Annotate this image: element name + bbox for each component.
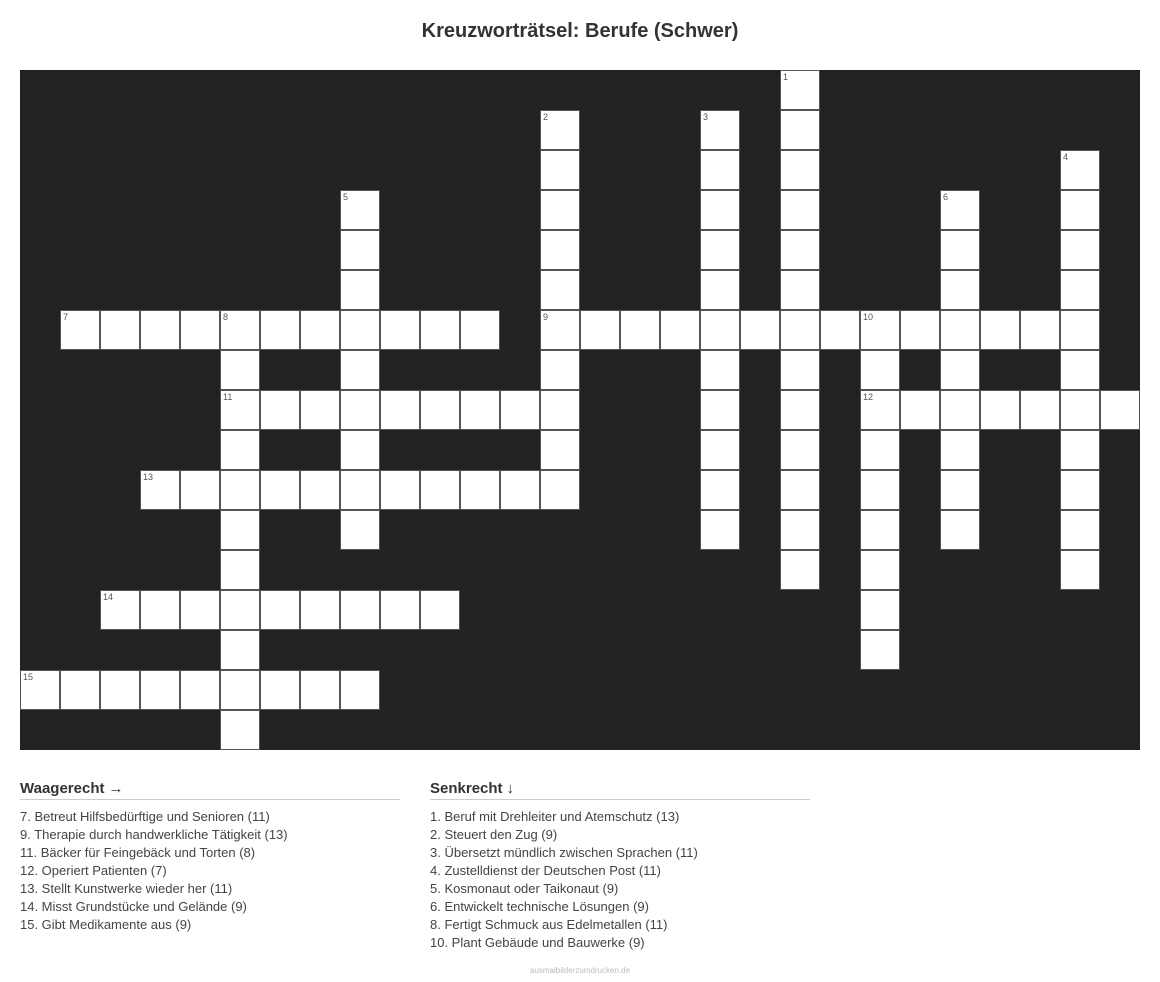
grid-cell[interactable] (380, 310, 420, 350)
grid-cell[interactable] (340, 430, 380, 470)
grid-cell[interactable] (700, 230, 740, 270)
grid-cell[interactable] (780, 70, 820, 110)
grid-cell[interactable] (860, 390, 900, 430)
clue-number: 5 (343, 192, 349, 202)
footer-credit: ausmalbilderzumdrucken.de (529, 966, 631, 975)
across-clues (20, 780, 400, 934)
clue-number: 14 (103, 592, 114, 602)
grid-cell[interactable] (860, 510, 900, 550)
grid-cell[interactable] (540, 470, 580, 510)
grid-cell[interactable] (60, 670, 100, 710)
grid-cell[interactable] (700, 150, 740, 190)
across-clue-list (20, 808, 400, 934)
grid-cell[interactable] (1060, 350, 1100, 390)
grid-cell[interactable] (180, 310, 220, 350)
across-clue: 15. Gibt Medikamente aus (9) (20, 917, 192, 932)
grid-cell[interactable] (540, 270, 580, 310)
clue-number: 9 (543, 312, 549, 322)
down-clue: 2. Steuert den Zug (9) (430, 827, 558, 842)
clue-number: 6 (943, 192, 949, 202)
grid-cell[interactable] (1060, 150, 1100, 190)
grid-cell[interactable] (1060, 430, 1100, 470)
grid-cell[interactable] (780, 270, 820, 310)
grid-cell[interactable] (980, 390, 1020, 430)
grid-cell[interactable] (220, 590, 260, 630)
grid-cell[interactable] (300, 590, 340, 630)
grid-cell[interactable] (420, 590, 460, 630)
grid-cell[interactable] (260, 390, 300, 430)
grid-cell[interactable] (580, 310, 620, 350)
grid-cell[interactable] (220, 350, 260, 390)
grid-cell[interactable] (1060, 310, 1100, 350)
grid-cell[interactable] (340, 190, 380, 230)
grid-cell[interactable] (1020, 310, 1060, 350)
clue-number: 11 (223, 392, 233, 402)
grid-cell[interactable] (940, 270, 980, 310)
grid-cell[interactable] (180, 590, 220, 630)
grid-cell[interactable] (940, 350, 980, 390)
grid-cell[interactable] (940, 390, 980, 430)
grid-cell[interactable] (860, 350, 900, 390)
grid-cell[interactable] (20, 670, 60, 710)
grid-cell[interactable] (780, 310, 820, 350)
grid-cell[interactable] (1060, 470, 1100, 510)
grid-cell[interactable] (340, 670, 380, 710)
clue-number: 1 (783, 72, 789, 82)
grid-cell[interactable] (740, 310, 780, 350)
grid-cell[interactable] (700, 470, 740, 510)
clue-number: 13 (143, 472, 154, 482)
down-clues (430, 780, 810, 952)
grid-cell[interactable] (1100, 390, 1140, 430)
grid-cell[interactable] (540, 430, 580, 470)
grid-cell[interactable] (60, 310, 100, 350)
grid-cell[interactable] (220, 430, 260, 470)
grid-cell[interactable] (460, 390, 500, 430)
grid-cell[interactable] (540, 350, 580, 390)
grid-cell[interactable] (700, 110, 740, 150)
grid-cell[interactable] (700, 430, 740, 470)
grid-cell[interactable] (260, 590, 300, 630)
grid-cell[interactable] (260, 670, 300, 710)
grid-cell[interactable] (100, 670, 140, 710)
down-clue: 3. Übersetzt mündlich zwischen Sprachen (11) (430, 845, 698, 860)
grid-cell[interactable] (220, 710, 260, 750)
grid-cell[interactable] (860, 470, 900, 510)
grid-cell[interactable] (540, 390, 580, 430)
clue-number: 10 (863, 312, 874, 322)
grid-cell[interactable] (900, 310, 940, 350)
grid-cell[interactable] (180, 670, 220, 710)
grid-cell[interactable] (500, 470, 540, 510)
grid-cell[interactable] (220, 510, 260, 550)
page-title: Kreuzworträtsel: Berufe (Schwer) (421, 20, 739, 42)
grid-cell[interactable] (340, 350, 380, 390)
grid-cell[interactable] (300, 310, 340, 350)
grid-cell[interactable] (1060, 230, 1100, 270)
crossword-grid (20, 70, 1140, 750)
grid-cell[interactable] (700, 310, 740, 350)
grid-cell[interactable] (540, 230, 580, 270)
down-clue: 10. Plant Gebäude und Bauwerke (9) (430, 935, 645, 950)
grid-cell[interactable] (860, 550, 900, 590)
grid-cell[interactable] (780, 510, 820, 550)
grid-cell[interactable] (300, 670, 340, 710)
grid-cell[interactable] (780, 550, 820, 590)
grid-cell[interactable] (260, 470, 300, 510)
grid-cell[interactable] (780, 190, 820, 230)
grid-cell[interactable] (540, 110, 580, 150)
across-clue: 14. Misst Grundstücke und Gelände (9) (20, 899, 247, 914)
clue-number: 12 (863, 392, 874, 402)
across-clue: 9. Therapie durch handwerkliche Tätigkeit (13) (20, 827, 288, 842)
grid-cell[interactable] (940, 310, 980, 350)
grid-cell[interactable] (540, 190, 580, 230)
grid-cell[interactable] (1060, 390, 1100, 430)
down-heading (430, 780, 810, 800)
arrow-right-icon: → (108, 780, 124, 797)
grid-cell[interactable] (780, 350, 820, 390)
across-clue: 13. Stellt Kunstwerke wieder her (11) (20, 881, 233, 896)
grid-cell[interactable] (1060, 550, 1100, 590)
grid-cell[interactable] (940, 430, 980, 470)
grid-cell[interactable] (620, 310, 660, 350)
across-clue: 11. Bäcker für Feingebäck und Torten (8) (20, 845, 256, 860)
grid-cell[interactable] (820, 310, 860, 350)
grid-cell[interactable] (340, 470, 380, 510)
grid-cell[interactable] (1060, 190, 1100, 230)
grid-cell[interactable] (780, 110, 820, 150)
grid-cell[interactable] (700, 350, 740, 390)
grid-cell[interactable] (660, 310, 700, 350)
grid-cell[interactable] (860, 430, 900, 470)
grid-cell[interactable] (780, 470, 820, 510)
grid-cell[interactable] (380, 390, 420, 430)
grid-cell[interactable] (340, 590, 380, 630)
grid-cell[interactable] (940, 190, 980, 230)
grid-cell[interactable] (700, 390, 740, 430)
grid-cell[interactable] (980, 310, 1020, 350)
grid-cell[interactable] (420, 390, 460, 430)
clue-number: 2 (543, 112, 549, 122)
arrow-down-icon: ↓ (506, 780, 515, 797)
across-heading-label: Waagerecht (20, 780, 105, 797)
grid-cell[interactable] (420, 470, 460, 510)
grid-cell[interactable] (140, 310, 180, 350)
grid-cell[interactable] (940, 510, 980, 550)
clue-number: 3 (703, 112, 709, 122)
clue-number: 8 (223, 312, 229, 322)
grid-cell[interactable] (940, 470, 980, 510)
grid-cell[interactable] (300, 470, 340, 510)
grid-cell[interactable] (220, 550, 260, 590)
down-clue: 1. Beruf mit Drehleiter und Atemschutz (13) (430, 809, 680, 824)
grid-cell[interactable] (220, 670, 260, 710)
grid-cell[interactable] (940, 230, 980, 270)
down-clue: 6. Entwickelt technische Lösungen (9) (430, 899, 649, 914)
grid-cell[interactable] (860, 310, 900, 350)
grid-cell[interactable] (380, 590, 420, 630)
down-clue-list (430, 808, 810, 952)
grid-cell[interactable] (540, 150, 580, 190)
grid-cell[interactable] (780, 390, 820, 430)
clue-number: 7 (63, 312, 69, 322)
grid-cell[interactable] (780, 150, 820, 190)
grid-cell[interactable] (140, 670, 180, 710)
grid-cell[interactable] (780, 430, 820, 470)
grid-cell[interactable] (700, 190, 740, 230)
grid-cell[interactable] (100, 590, 140, 630)
across-clue: 12. Operiert Patienten (7) (20, 863, 167, 878)
grid-cell[interactable] (220, 390, 260, 430)
grid-cell[interactable] (220, 630, 260, 670)
across-heading (20, 780, 400, 800)
clue-number: 15 (23, 672, 34, 682)
down-clue: 5. Kosmonaut oder Taikonaut (9) (430, 881, 619, 896)
grid-cell[interactable] (1060, 510, 1100, 550)
grid-cell[interactable] (340, 390, 380, 430)
grid-cell[interactable] (340, 510, 380, 550)
grid-cell[interactable] (1020, 390, 1060, 430)
grid-cell[interactable] (860, 630, 900, 670)
grid-cell[interactable] (460, 310, 500, 350)
down-clue: 4. Zustelldienst der Deutschen Post (11) (430, 863, 661, 878)
grid-cell[interactable] (420, 310, 460, 350)
grid-cell[interactable] (220, 310, 260, 350)
grid-cell[interactable] (140, 470, 180, 510)
grid-cell[interactable] (140, 590, 180, 630)
across-clue: 7. Betreut Hilfsbedürftige und Senioren (11) (20, 809, 270, 824)
grid-cell[interactable] (180, 470, 220, 510)
grid-cell[interactable] (220, 470, 260, 510)
grid-cell[interactable] (340, 310, 380, 350)
grid-cell[interactable] (700, 510, 740, 550)
down-clue: 8. Fertigt Schmuck aus Edelmetallen (11) (430, 917, 668, 932)
grid-cell[interactable] (260, 310, 300, 350)
clue-number: 4 (1063, 152, 1069, 162)
grid-cell[interactable] (780, 230, 820, 270)
grid-cell[interactable] (380, 470, 420, 510)
grid-cell[interactable] (900, 390, 940, 430)
grid-cell[interactable] (460, 470, 500, 510)
down-heading-label: Senkrecht (430, 780, 503, 797)
grid-cell[interactable] (500, 390, 540, 430)
grid-cell[interactable] (700, 270, 740, 310)
grid-cell[interactable] (100, 310, 140, 350)
grid-cell[interactable] (1060, 270, 1100, 310)
grid-cell[interactable] (340, 230, 380, 270)
grid-cell[interactable] (340, 270, 380, 310)
grid-cell[interactable] (860, 590, 900, 630)
grid-cell[interactable] (540, 310, 580, 350)
grid-cell[interactable] (300, 390, 340, 430)
